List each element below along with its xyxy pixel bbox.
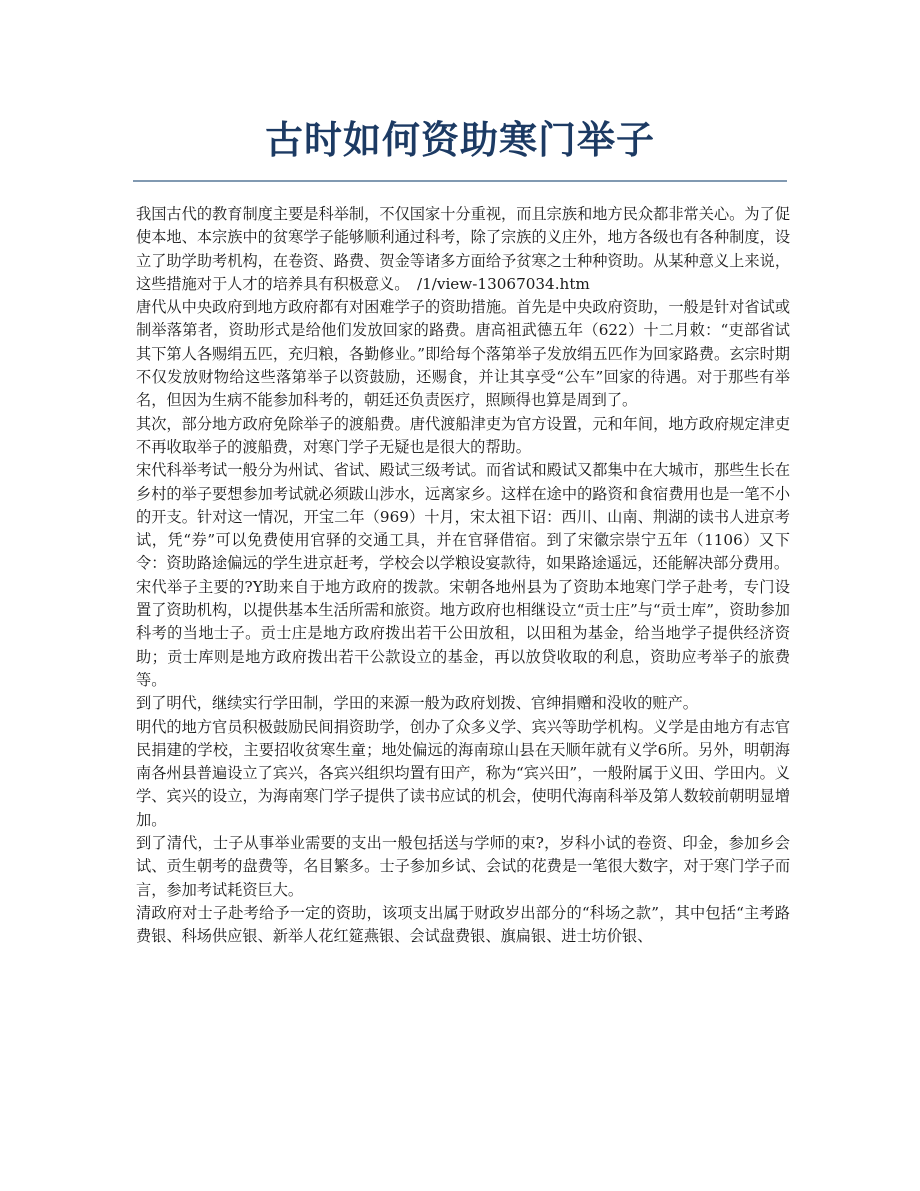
- paragraph-ming-fields: 到了明代，继续实行学田制，学田的来源一般为政府划拨、官绅捐赠和没收的赃产。: [136, 694, 698, 713]
- document-title: 古时如何资助寒门举子: [264, 118, 655, 162]
- paragraph-tang-central: 唐代从中央政府到地方政府都有对困难学子的资助措施。首先是中央政府资助，一般是针对省试或制举落第者，资助形式是给他们发放回家的路费。唐高祖武德五年（622）十二月敕：“吏部省试其下第人各赐绢五匹，充归粮，各勤修业。”即给每个落第举子发放绢五匹作为回家路费。玄宗时期不仅发放财物给这些落第举子以资鼓励，还赐食，并让其享受“公车”回家的待遇。对于那些有举名，但因为生病不能参加科考的，朝廷还负责医疗，照顾得也算是周到了。: [136, 298, 790, 410]
- paragraph-song-exams: 宋代科举考试一般分为州试、省试、殿试三级考试。而省试和殿试又都集中在大城市，那些生长在乡村的举子要想参加考试就必须跋山涉水，远离家乡。这样在途中的路资和食宿费用也是一笔不小的开支。针对这一情况，开宝二年（969）十月，宋太祖下诏：西川、山南、荆湖的读书人进京考试，凭“券”可以免费使用官驿的交通工具，并在官驿借宿。到了宋徽宗崇宁五年（1106）又下令：资助路途偏远的学生进京赶考，学校会以学粮设宴款待，如果路途遥远，还能解决部分费用。: [136, 461, 790, 573]
- paragraph-qing-costs: 到了清代，士子从事举业需要的支出一般包括送与学师的束?，岁科小试的卷资、印金，参加乡会试、贡生朝考的盘费等，名目繁多。士子参加乡试、会试的花费是一笔很大数字，对于寒门学子而言，参加考试耗资巨大。: [136, 834, 790, 899]
- paragraph-intro: 我国古代的教育制度主要是科举制，不仅国家十分重视，而且宗族和地方民众都非常关心。为了促使本地、本宗族中的贫寒学子能够顺利通过科考，除了宗族的义庄外，地方各级也有各种制度，设立了助学助考机构，在卷资、路费、贺金等诸多方面给予贫寒之士种种资助。从某种意义上来说，这些措施对于人才的培养具有积极意义。 /1/view-13067034.htm: [136, 205, 790, 293]
- paragraph-song-local: 宋代举子主要的?Y助来自于地方政府的拨款。宋朝各地州县为了资助本地寒门学子赴考，专门设置了资助机构，以提供基本生活所需和旅资。地方政府也相继设立“贡士庄”与“贡士库”，资助参加科考的当地士子。贡士庄是地方政府拨出若干公田放租，以田租为基金，给当地学子提供经济资助；贡士库则是地方政府拨出若干公款设立的基金，再以放贷收取的利息，资助应考举子的旅费等。: [136, 577, 790, 689]
- paragraph-qing-aid: 清政府对士子赴考给予一定的资助，该项支出属于财政岁出部分的“科场之款”，其中包括“主考路费银、科场供应银、新举人花红筵燕银、会试盘费银、旗扁银、进士坊价银、: [136, 903, 790, 946]
- paragraph-ming-schools: 明代的地方官员积极鼓励民间捐资助学，创办了众多义学、宾兴等助学机构。义学是由地方有志官民捐建的学校，主要招收贫寒生童；地处偏远的海南琼山县在天顺年就有义学6所。另外，明朝海南各州县普遍设立了宾兴，各宾兴组织均置有田产，称为“宾兴田”，一般附属于义田、学田内。义学、宾兴的设立，为海南寒门学子提供了读书应试的机会，使明代海南科举及第人数较前朝明显增加。: [136, 717, 790, 829]
- document-body: [136, 203, 790, 949]
- paragraph-tang-ferry: 其次，部分地方政府免除举子的渡船费。唐代渡船津吏为官方设置，元和年间，地方政府规定津吏不再收取举子的渡船费，对寒门学子无疑也是很大的帮助。: [136, 414, 790, 456]
- title-divider: [133, 180, 787, 182]
